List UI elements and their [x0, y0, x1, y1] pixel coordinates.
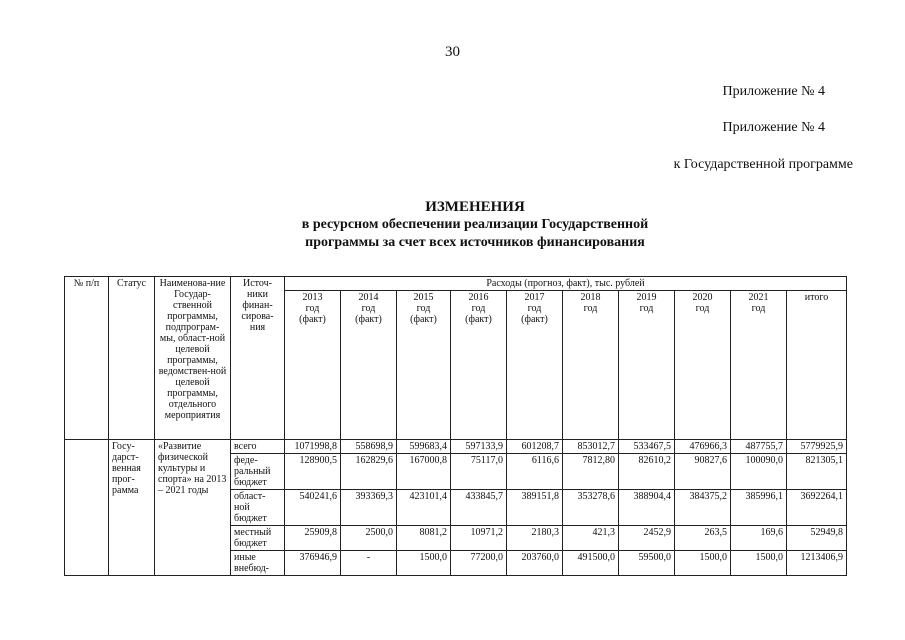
- header-total: итого: [787, 291, 847, 440]
- value-cell: 169,6: [731, 526, 787, 551]
- header-year: 2016 год (факт): [451, 291, 507, 440]
- value-cell: -: [341, 551, 397, 576]
- title-line-3: программы за счет всех источников финансирования: [305, 235, 645, 250]
- value-cell: 7812,80: [563, 454, 619, 490]
- title-main: ИЗМЕНЕНИЯ: [425, 199, 525, 215]
- value-cell: 75117,0: [451, 454, 507, 490]
- total-cell: 52949,8: [787, 526, 847, 551]
- row-number: [65, 440, 109, 576]
- source-cell: иные внебюд-: [231, 551, 285, 576]
- header-year: 2013 год (факт): [285, 291, 341, 440]
- value-cell: 597133,9: [451, 440, 507, 454]
- value-cell: 2500,0: [341, 526, 397, 551]
- value-cell: 853012,7: [563, 440, 619, 454]
- header-num: № п/п: [65, 277, 109, 440]
- value-cell: 385996,1: [731, 490, 787, 526]
- value-cell: 10971,2: [451, 526, 507, 551]
- value-cell: 476966,3: [675, 440, 731, 454]
- value-cell: 8081,2: [397, 526, 451, 551]
- header-year: 2014 год (факт): [341, 291, 397, 440]
- header-status: Статус: [109, 277, 155, 440]
- total-cell: 5779925,9: [787, 440, 847, 454]
- value-cell: 263,5: [675, 526, 731, 551]
- value-cell: 421,3: [563, 526, 619, 551]
- value-cell: 393369,3: [341, 490, 397, 526]
- table-row: [65, 440, 847, 454]
- value-cell: 540241,6: [285, 490, 341, 526]
- header-expenses: Расходы (прогноз, факт), тыс. рублей: [285, 277, 847, 291]
- value-cell: 1500,0: [675, 551, 731, 576]
- value-cell: 1500,0: [731, 551, 787, 576]
- total-cell: 821305,1: [787, 454, 847, 490]
- value-cell: 1071998,8: [285, 440, 341, 454]
- value-cell: 82610,2: [619, 454, 675, 490]
- value-cell: 376946,9: [285, 551, 341, 576]
- appendix-line-1: Приложение № 4: [722, 84, 825, 99]
- value-cell: 533467,5: [619, 440, 675, 454]
- value-cell: 90827,6: [675, 454, 731, 490]
- header-year: 2021 год: [731, 291, 787, 440]
- value-cell: 2180,3: [507, 526, 563, 551]
- status-cell: Госу-дарст-венная прог-рамма: [109, 440, 155, 576]
- header-year: 2017 год (факт): [507, 291, 563, 440]
- value-cell: 423101,4: [397, 490, 451, 526]
- header-source: Источ-ники финан-сирова-ния: [231, 277, 285, 440]
- header-year: 2020 год: [675, 291, 731, 440]
- value-cell: 203760,0: [507, 551, 563, 576]
- appendix-line-3: к Государственной программе: [673, 157, 853, 172]
- header-year: 2018 год: [563, 291, 619, 440]
- page-number: 30: [445, 44, 460, 60]
- value-cell: 388904,4: [619, 490, 675, 526]
- value-cell: 599683,4: [397, 440, 451, 454]
- header-year: 2019 год: [619, 291, 675, 440]
- header-name: Наименова-ние Государ-ственной программы, подпрограм-мы, област-ной целевой программы, ведомствен-ной целевой программы, отдельного мероприятия: [155, 277, 231, 440]
- resource-table: [64, 276, 847, 576]
- value-cell: 1500,0: [397, 551, 451, 576]
- title-line-2: в ресурсном обеспечении реализации Государственной: [301, 217, 649, 232]
- appendix-line-2: Приложение № 4: [722, 120, 825, 135]
- value-cell: 558698,9: [341, 440, 397, 454]
- header-year: 2015 год (факт): [397, 291, 451, 440]
- value-cell: 167000,8: [397, 454, 451, 490]
- value-cell: 25909,8: [285, 526, 341, 551]
- value-cell: 353278,6: [563, 490, 619, 526]
- total-cell: 3692264,1: [787, 490, 847, 526]
- value-cell: 491500,0: [563, 551, 619, 576]
- source-cell: всего: [231, 440, 285, 454]
- source-cell: местный бюджет: [231, 526, 285, 551]
- value-cell: 59500,0: [619, 551, 675, 576]
- total-cell: 1213406,9: [787, 551, 847, 576]
- document-title: [240, 198, 710, 252]
- value-cell: 77200,0: [451, 551, 507, 576]
- value-cell: 2452,9: [619, 526, 675, 551]
- value-cell: 433845,7: [451, 490, 507, 526]
- value-cell: 100090,0: [731, 454, 787, 490]
- source-cell: феде-ральный бюджет: [231, 454, 285, 490]
- value-cell: 487755,7: [731, 440, 787, 454]
- value-cell: 384375,2: [675, 490, 731, 526]
- source-cell: област-ной бюджет: [231, 490, 285, 526]
- value-cell: 128900,5: [285, 454, 341, 490]
- program-name-cell: «Развитие физической культуры и спорта» на 2013 – 2021 годы: [155, 440, 231, 576]
- value-cell: 601208,7: [507, 440, 563, 454]
- value-cell: 389151,8: [507, 490, 563, 526]
- value-cell: 6116,6: [507, 454, 563, 490]
- value-cell: 162829,6: [341, 454, 397, 490]
